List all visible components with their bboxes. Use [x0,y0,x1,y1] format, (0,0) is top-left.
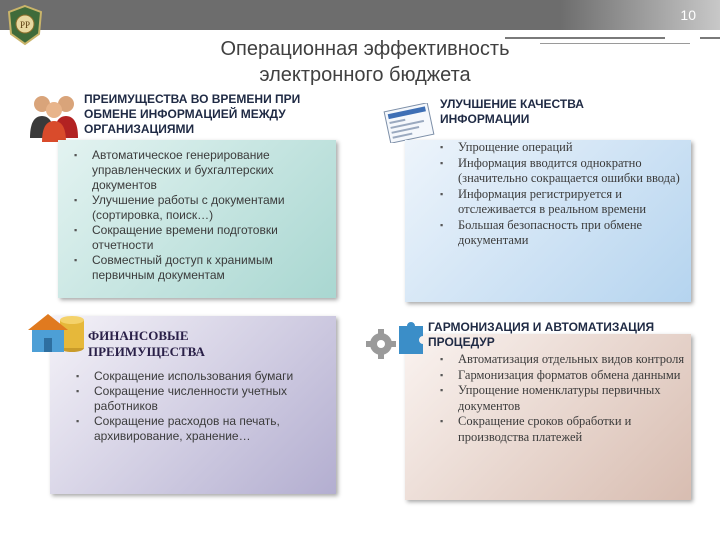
list-item: ▪ Упрощение номенклатуры первичных документов [436,383,690,414]
title-rule-short [700,37,720,39]
page-number: 10 [680,7,696,23]
section-time-list [70,148,330,283]
section-time-heading: ПРЕИМУЩЕСТВА ВО ВРЕМЕНИ ПРИ ОБМЕНЕ ИНФОРМАЦИЕЙ МЕЖДУ ОРГАНИЗАЦИЯМИ [84,92,301,136]
list-item: ▪ Автоматизация отдельных видов контроля [436,352,690,368]
list-item: ▪ Сокращение расходов на печать, архивирование, хранение… [72,414,334,444]
list-item: ▪ Совместный доступ к хранимым первичным документам [70,253,330,283]
top-bar-highlight [560,0,720,30]
list-item: ▪ Сокращение времени подготовки отчетности [70,223,330,253]
list-item: ▪ Большая безопасность при обмене документами [436,218,694,249]
list-item: ▪ Информация вводится однократно (значительно сокращается ошибки ввода) [436,156,694,187]
list-item: ▪ Информация регистрируется и отслеживается в реальном времени [436,187,694,218]
list-item: ▪ Сокращение численности учетных работников [72,384,334,414]
slide-title [150,36,580,88]
list-item: ▪ Улучшение работы с документами (сортировка, поиск…) [70,193,330,223]
gears-puzzle-icon [365,318,425,366]
title-line-2: электронного бюджета [259,64,471,86]
document-screen-icon [383,103,435,143]
list-item: ▪ Сокращение использования бумаги [72,369,334,384]
section-process-heading: ГАРМОНИЗАЦИЯ И АВТОМАТИЗАЦИЯ ПРОЦЕДУР [428,320,655,349]
list-item: ▪ Упрощение операций [436,140,694,156]
section-quality-heading: УЛУЧШЕНИЕ КАЧЕСТВА ИНФОРМАЦИИ [440,97,584,126]
section-finance-heading: ФИНАНСОВЫЕ ПРЕИМУЩЕСТВА [88,328,205,359]
list-item: ▪ Автоматическое генерирование управленческих и бухгалтерских документов [70,148,330,193]
list-item: ▪ Гармонизация форматов обмена данными [436,368,690,384]
list-item: ▪ Сокращение сроков обработки и производства платежей [436,414,690,445]
emblem-logo-icon [6,4,44,46]
house-coins-icon [26,300,88,358]
title-line-1: Операционная эффективность [220,38,510,60]
section-process-list [436,352,690,445]
section-quality-list [436,140,694,249]
section-finance-list [72,369,334,444]
people-group-icon [26,90,82,142]
svg-text:РР: РР [19,20,31,30]
